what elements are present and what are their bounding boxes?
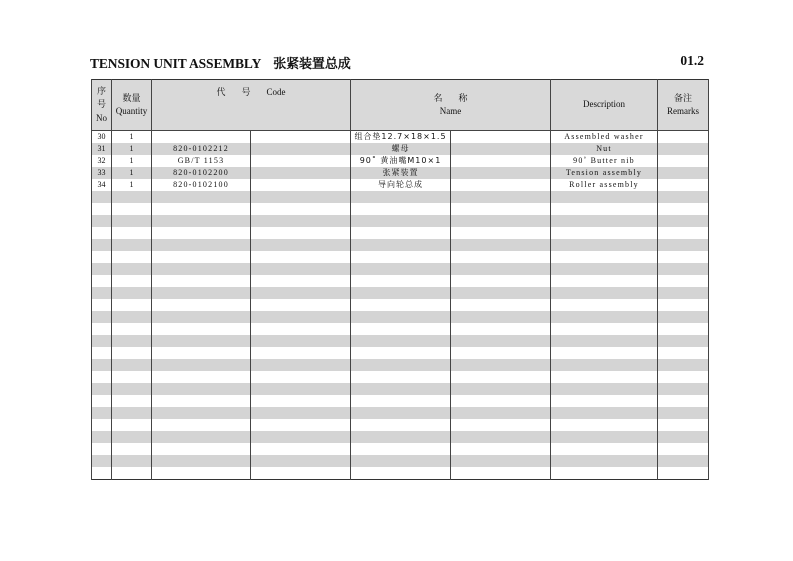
empty-cell	[92, 287, 112, 299]
empty-cell	[92, 467, 112, 480]
empty-cell	[112, 287, 152, 299]
empty-cell	[92, 419, 112, 431]
empty-cell	[92, 215, 112, 227]
cell-description: 90˚ Butter nib	[551, 155, 658, 167]
cell-name-extra	[451, 167, 551, 179]
empty-cell	[251, 395, 351, 407]
empty-cell	[658, 443, 709, 455]
empty-cell	[152, 323, 251, 335]
empty-row	[92, 347, 709, 359]
table-row	[92, 155, 709, 167]
empty-cell	[152, 383, 251, 395]
empty-row	[92, 287, 709, 299]
empty-cell	[451, 191, 551, 203]
empty-cell	[658, 191, 709, 203]
empty-cell	[152, 263, 251, 275]
empty-cell	[451, 455, 551, 467]
cell-description: Tension assembly	[551, 167, 658, 179]
empty-cell	[112, 383, 152, 395]
cell-name-extra	[451, 179, 551, 191]
empty-cell	[92, 203, 112, 215]
empty-cell	[251, 251, 351, 263]
cell-no: 31	[92, 143, 112, 155]
cell-name: 90˚ 黄油嘴M10×1	[351, 155, 451, 167]
empty-cell	[658, 287, 709, 299]
empty-cell	[451, 239, 551, 251]
header-no-cn-1: 序	[96, 86, 106, 97]
empty-cell	[658, 323, 709, 335]
empty-row	[92, 215, 709, 227]
empty-cell	[251, 323, 351, 335]
empty-cell	[92, 239, 112, 251]
empty-cell	[658, 467, 709, 480]
empty-cell	[251, 215, 351, 227]
empty-cell	[251, 287, 351, 299]
empty-cell	[92, 275, 112, 287]
table-row	[92, 179, 709, 191]
empty-cell	[152, 395, 251, 407]
cell-remarks	[658, 155, 709, 167]
empty-cell	[351, 263, 451, 275]
header-description	[551, 80, 658, 131]
header-code	[152, 80, 351, 131]
empty-cell	[451, 359, 551, 371]
empty-cell	[658, 407, 709, 419]
empty-cell	[251, 359, 351, 371]
cell-quantity: 1	[112, 167, 152, 179]
cell-description: Nut	[551, 143, 658, 155]
empty-cell	[551, 443, 658, 455]
empty-cell	[351, 419, 451, 431]
empty-cell	[112, 347, 152, 359]
empty-cell	[551, 251, 658, 263]
header-code-en: Code	[266, 87, 286, 97]
empty-cell	[92, 335, 112, 347]
empty-cell	[658, 371, 709, 383]
empty-cell	[152, 359, 251, 371]
empty-cell	[112, 227, 152, 239]
empty-cell	[92, 251, 112, 263]
empty-cell	[551, 215, 658, 227]
empty-cell	[152, 407, 251, 419]
cell-name: 螺母	[351, 143, 451, 155]
empty-cell	[152, 239, 251, 251]
empty-cell	[451, 431, 551, 443]
empty-cell	[152, 371, 251, 383]
empty-cell	[112, 323, 152, 335]
empty-cell	[451, 275, 551, 287]
parts-table	[91, 79, 709, 480]
empty-cell	[152, 299, 251, 311]
page-title	[90, 53, 351, 72]
cell-name: 组合垫12.7×18×1.5	[351, 131, 451, 144]
header-no	[92, 80, 112, 131]
empty-cell	[451, 419, 551, 431]
empty-row	[92, 299, 709, 311]
empty-cell	[551, 323, 658, 335]
empty-cell	[351, 215, 451, 227]
empty-cell	[92, 191, 112, 203]
empty-cell	[551, 455, 658, 467]
title-cn: 张紧装置总成	[273, 57, 351, 72]
empty-cell	[251, 455, 351, 467]
empty-cell	[251, 407, 351, 419]
empty-cell	[351, 323, 451, 335]
empty-cell	[451, 227, 551, 239]
empty-cell	[351, 383, 451, 395]
page-number: 01.2	[680, 53, 704, 68]
empty-cell	[658, 263, 709, 275]
empty-row	[92, 419, 709, 431]
empty-cell	[251, 275, 351, 287]
empty-row	[92, 407, 709, 419]
empty-row	[92, 203, 709, 215]
empty-cell	[251, 263, 351, 275]
header-name-cn-2: 称	[458, 92, 468, 103]
empty-cell	[112, 251, 152, 263]
empty-cell	[451, 203, 551, 215]
empty-cell	[112, 431, 152, 443]
empty-cell	[551, 383, 658, 395]
empty-cell	[152, 467, 251, 480]
header-no-cn-2: 号	[96, 99, 106, 110]
empty-cell	[251, 227, 351, 239]
header-code-cn-2: 号	[241, 87, 251, 97]
empty-cell	[112, 299, 152, 311]
empty-cell	[551, 299, 658, 311]
empty-cell	[551, 407, 658, 419]
empty-row	[92, 467, 709, 480]
empty-cell	[451, 467, 551, 480]
empty-cell	[152, 287, 251, 299]
empty-cell	[112, 407, 152, 419]
empty-cell	[152, 275, 251, 287]
empty-cell	[451, 443, 551, 455]
empty-cell	[112, 263, 152, 275]
empty-cell	[92, 323, 112, 335]
empty-cell	[251, 371, 351, 383]
cell-code	[152, 131, 251, 144]
empty-cell	[658, 395, 709, 407]
cell-quantity: 1	[112, 155, 152, 167]
empty-cell	[658, 251, 709, 263]
empty-row	[92, 359, 709, 371]
cell-name: 张紧装置	[351, 167, 451, 179]
cell-no: 34	[92, 179, 112, 191]
empty-cell	[152, 227, 251, 239]
empty-row	[92, 323, 709, 335]
empty-cell	[351, 347, 451, 359]
cell-quantity: 1	[112, 131, 152, 144]
empty-cell	[112, 203, 152, 215]
empty-cell	[92, 347, 112, 359]
cell-name: 导向轮总成	[351, 179, 451, 191]
empty-cell	[251, 419, 351, 431]
empty-cell	[351, 467, 451, 480]
empty-cell	[152, 215, 251, 227]
empty-cell	[152, 347, 251, 359]
empty-cell	[152, 311, 251, 323]
cell-description: Assembled washer	[551, 131, 658, 144]
empty-cell	[451, 383, 551, 395]
empty-cell	[152, 431, 251, 443]
empty-cell	[451, 323, 551, 335]
empty-row	[92, 335, 709, 347]
header-quantity-cn: 数量	[122, 92, 141, 103]
title-en: TENSION UNIT ASSEMBLY	[90, 56, 262, 71]
empty-cell	[112, 191, 152, 203]
empty-cell	[351, 239, 451, 251]
cell-name-extra	[451, 155, 551, 167]
table-body	[92, 131, 709, 480]
empty-cell	[551, 239, 658, 251]
empty-cell	[112, 215, 152, 227]
empty-cell	[112, 359, 152, 371]
empty-cell	[351, 443, 451, 455]
cell-description: Roller assembly	[551, 179, 658, 191]
empty-cell	[351, 203, 451, 215]
empty-cell	[658, 347, 709, 359]
empty-cell	[152, 191, 251, 203]
empty-cell	[152, 251, 251, 263]
empty-cell	[92, 395, 112, 407]
empty-cell	[551, 395, 658, 407]
empty-cell	[92, 359, 112, 371]
empty-cell	[451, 215, 551, 227]
empty-cell	[92, 371, 112, 383]
empty-row	[92, 383, 709, 395]
table-row	[92, 167, 709, 179]
header-code-cn-1: 代	[216, 87, 226, 97]
empty-cell	[451, 335, 551, 347]
table-header-row	[92, 80, 709, 131]
empty-cell	[112, 419, 152, 431]
empty-cell	[351, 251, 451, 263]
empty-cell	[92, 263, 112, 275]
cell-name-extra	[451, 143, 551, 155]
empty-cell	[251, 383, 351, 395]
empty-row	[92, 431, 709, 443]
empty-cell	[451, 299, 551, 311]
empty-cell	[92, 299, 112, 311]
cell-remarks	[658, 167, 709, 179]
empty-row	[92, 371, 709, 383]
empty-row	[92, 227, 709, 239]
cell-code-extra	[251, 167, 351, 179]
header-quantity	[112, 80, 152, 131]
cell-remarks	[658, 143, 709, 155]
empty-cell	[251, 347, 351, 359]
cell-code: GB/T 1153	[152, 155, 251, 167]
empty-cell	[551, 359, 658, 371]
empty-cell	[92, 383, 112, 395]
empty-row	[92, 311, 709, 323]
cell-code: 820-0102100	[152, 179, 251, 191]
empty-cell	[658, 215, 709, 227]
empty-cell	[251, 467, 351, 480]
empty-cell	[351, 311, 451, 323]
header-remarks-cn: 备注	[673, 92, 692, 103]
header-remarks-en: Remarks	[667, 106, 699, 116]
empty-cell	[152, 443, 251, 455]
empty-cell	[551, 287, 658, 299]
cell-code: 820-0102200	[152, 167, 251, 179]
cell-code-extra	[251, 143, 351, 155]
empty-cell	[351, 407, 451, 419]
empty-cell	[451, 395, 551, 407]
header-description-en: Description	[583, 99, 625, 110]
header-no-en: No	[96, 112, 107, 123]
empty-cell	[351, 431, 451, 443]
empty-cell	[92, 407, 112, 419]
empty-cell	[351, 299, 451, 311]
empty-cell	[551, 203, 658, 215]
empty-cell	[658, 311, 709, 323]
cell-name-extra	[451, 131, 551, 144]
header-name-cn-1: 名	[433, 92, 443, 103]
empty-cell	[152, 455, 251, 467]
cell-code-extra	[251, 131, 351, 144]
empty-cell	[112, 395, 152, 407]
cell-remarks	[658, 179, 709, 191]
table-row	[92, 143, 709, 155]
empty-cell	[658, 275, 709, 287]
empty-cell	[251, 335, 351, 347]
empty-cell	[551, 311, 658, 323]
empty-row	[92, 251, 709, 263]
empty-cell	[351, 455, 451, 467]
empty-cell	[658, 383, 709, 395]
empty-cell	[658, 227, 709, 239]
empty-cell	[451, 347, 551, 359]
empty-cell	[451, 263, 551, 275]
empty-cell	[551, 335, 658, 347]
empty-cell	[152, 335, 251, 347]
cell-no: 32	[92, 155, 112, 167]
cell-quantity: 1	[112, 179, 152, 191]
empty-row	[92, 275, 709, 287]
empty-cell	[351, 191, 451, 203]
empty-cell	[92, 443, 112, 455]
empty-cell	[451, 311, 551, 323]
empty-cell	[251, 203, 351, 215]
empty-cell	[152, 203, 251, 215]
empty-cell	[112, 239, 152, 251]
empty-row	[92, 395, 709, 407]
empty-cell	[351, 371, 451, 383]
empty-cell	[451, 287, 551, 299]
empty-cell	[658, 455, 709, 467]
empty-cell	[451, 371, 551, 383]
cell-no: 30	[92, 131, 112, 144]
empty-row	[92, 239, 709, 251]
empty-cell	[551, 467, 658, 480]
empty-cell	[351, 275, 451, 287]
empty-cell	[251, 299, 351, 311]
empty-cell	[251, 191, 351, 203]
empty-row	[92, 263, 709, 275]
header-remarks	[658, 80, 709, 131]
empty-cell	[112, 335, 152, 347]
empty-cell	[551, 227, 658, 239]
empty-cell	[112, 455, 152, 467]
empty-cell	[152, 419, 251, 431]
empty-cell	[551, 419, 658, 431]
empty-row	[92, 443, 709, 455]
empty-cell	[658, 299, 709, 311]
empty-cell	[658, 239, 709, 251]
empty-cell	[451, 251, 551, 263]
empty-cell	[551, 347, 658, 359]
empty-cell	[112, 443, 152, 455]
table-row	[92, 131, 709, 144]
empty-row	[92, 455, 709, 467]
empty-cell	[351, 359, 451, 371]
empty-cell	[351, 287, 451, 299]
empty-cell	[112, 311, 152, 323]
cell-code: 820-0102212	[152, 143, 251, 155]
empty-cell	[251, 311, 351, 323]
empty-cell	[658, 431, 709, 443]
empty-cell	[658, 335, 709, 347]
empty-row	[92, 191, 709, 203]
header-name	[351, 80, 551, 131]
empty-cell	[251, 431, 351, 443]
cell-quantity: 1	[112, 143, 152, 155]
empty-cell	[112, 275, 152, 287]
empty-cell	[92, 431, 112, 443]
empty-cell	[451, 407, 551, 419]
empty-cell	[551, 275, 658, 287]
empty-cell	[551, 263, 658, 275]
empty-cell	[251, 443, 351, 455]
empty-cell	[551, 191, 658, 203]
empty-cell	[551, 431, 658, 443]
cell-code-extra	[251, 155, 351, 167]
empty-cell	[112, 467, 152, 480]
empty-cell	[658, 203, 709, 215]
empty-cell	[351, 395, 451, 407]
empty-cell	[92, 227, 112, 239]
empty-cell	[658, 419, 709, 431]
empty-cell	[551, 371, 658, 383]
empty-cell	[351, 227, 451, 239]
empty-cell	[92, 311, 112, 323]
empty-cell	[92, 455, 112, 467]
empty-cell	[251, 239, 351, 251]
cell-no: 33	[92, 167, 112, 179]
empty-cell	[658, 359, 709, 371]
empty-cell	[351, 335, 451, 347]
header-quantity-en: Quantity	[115, 106, 148, 116]
header-name-en: Name	[439, 106, 462, 116]
cell-remarks	[658, 131, 709, 144]
empty-cell	[112, 371, 152, 383]
cell-code-extra	[251, 179, 351, 191]
